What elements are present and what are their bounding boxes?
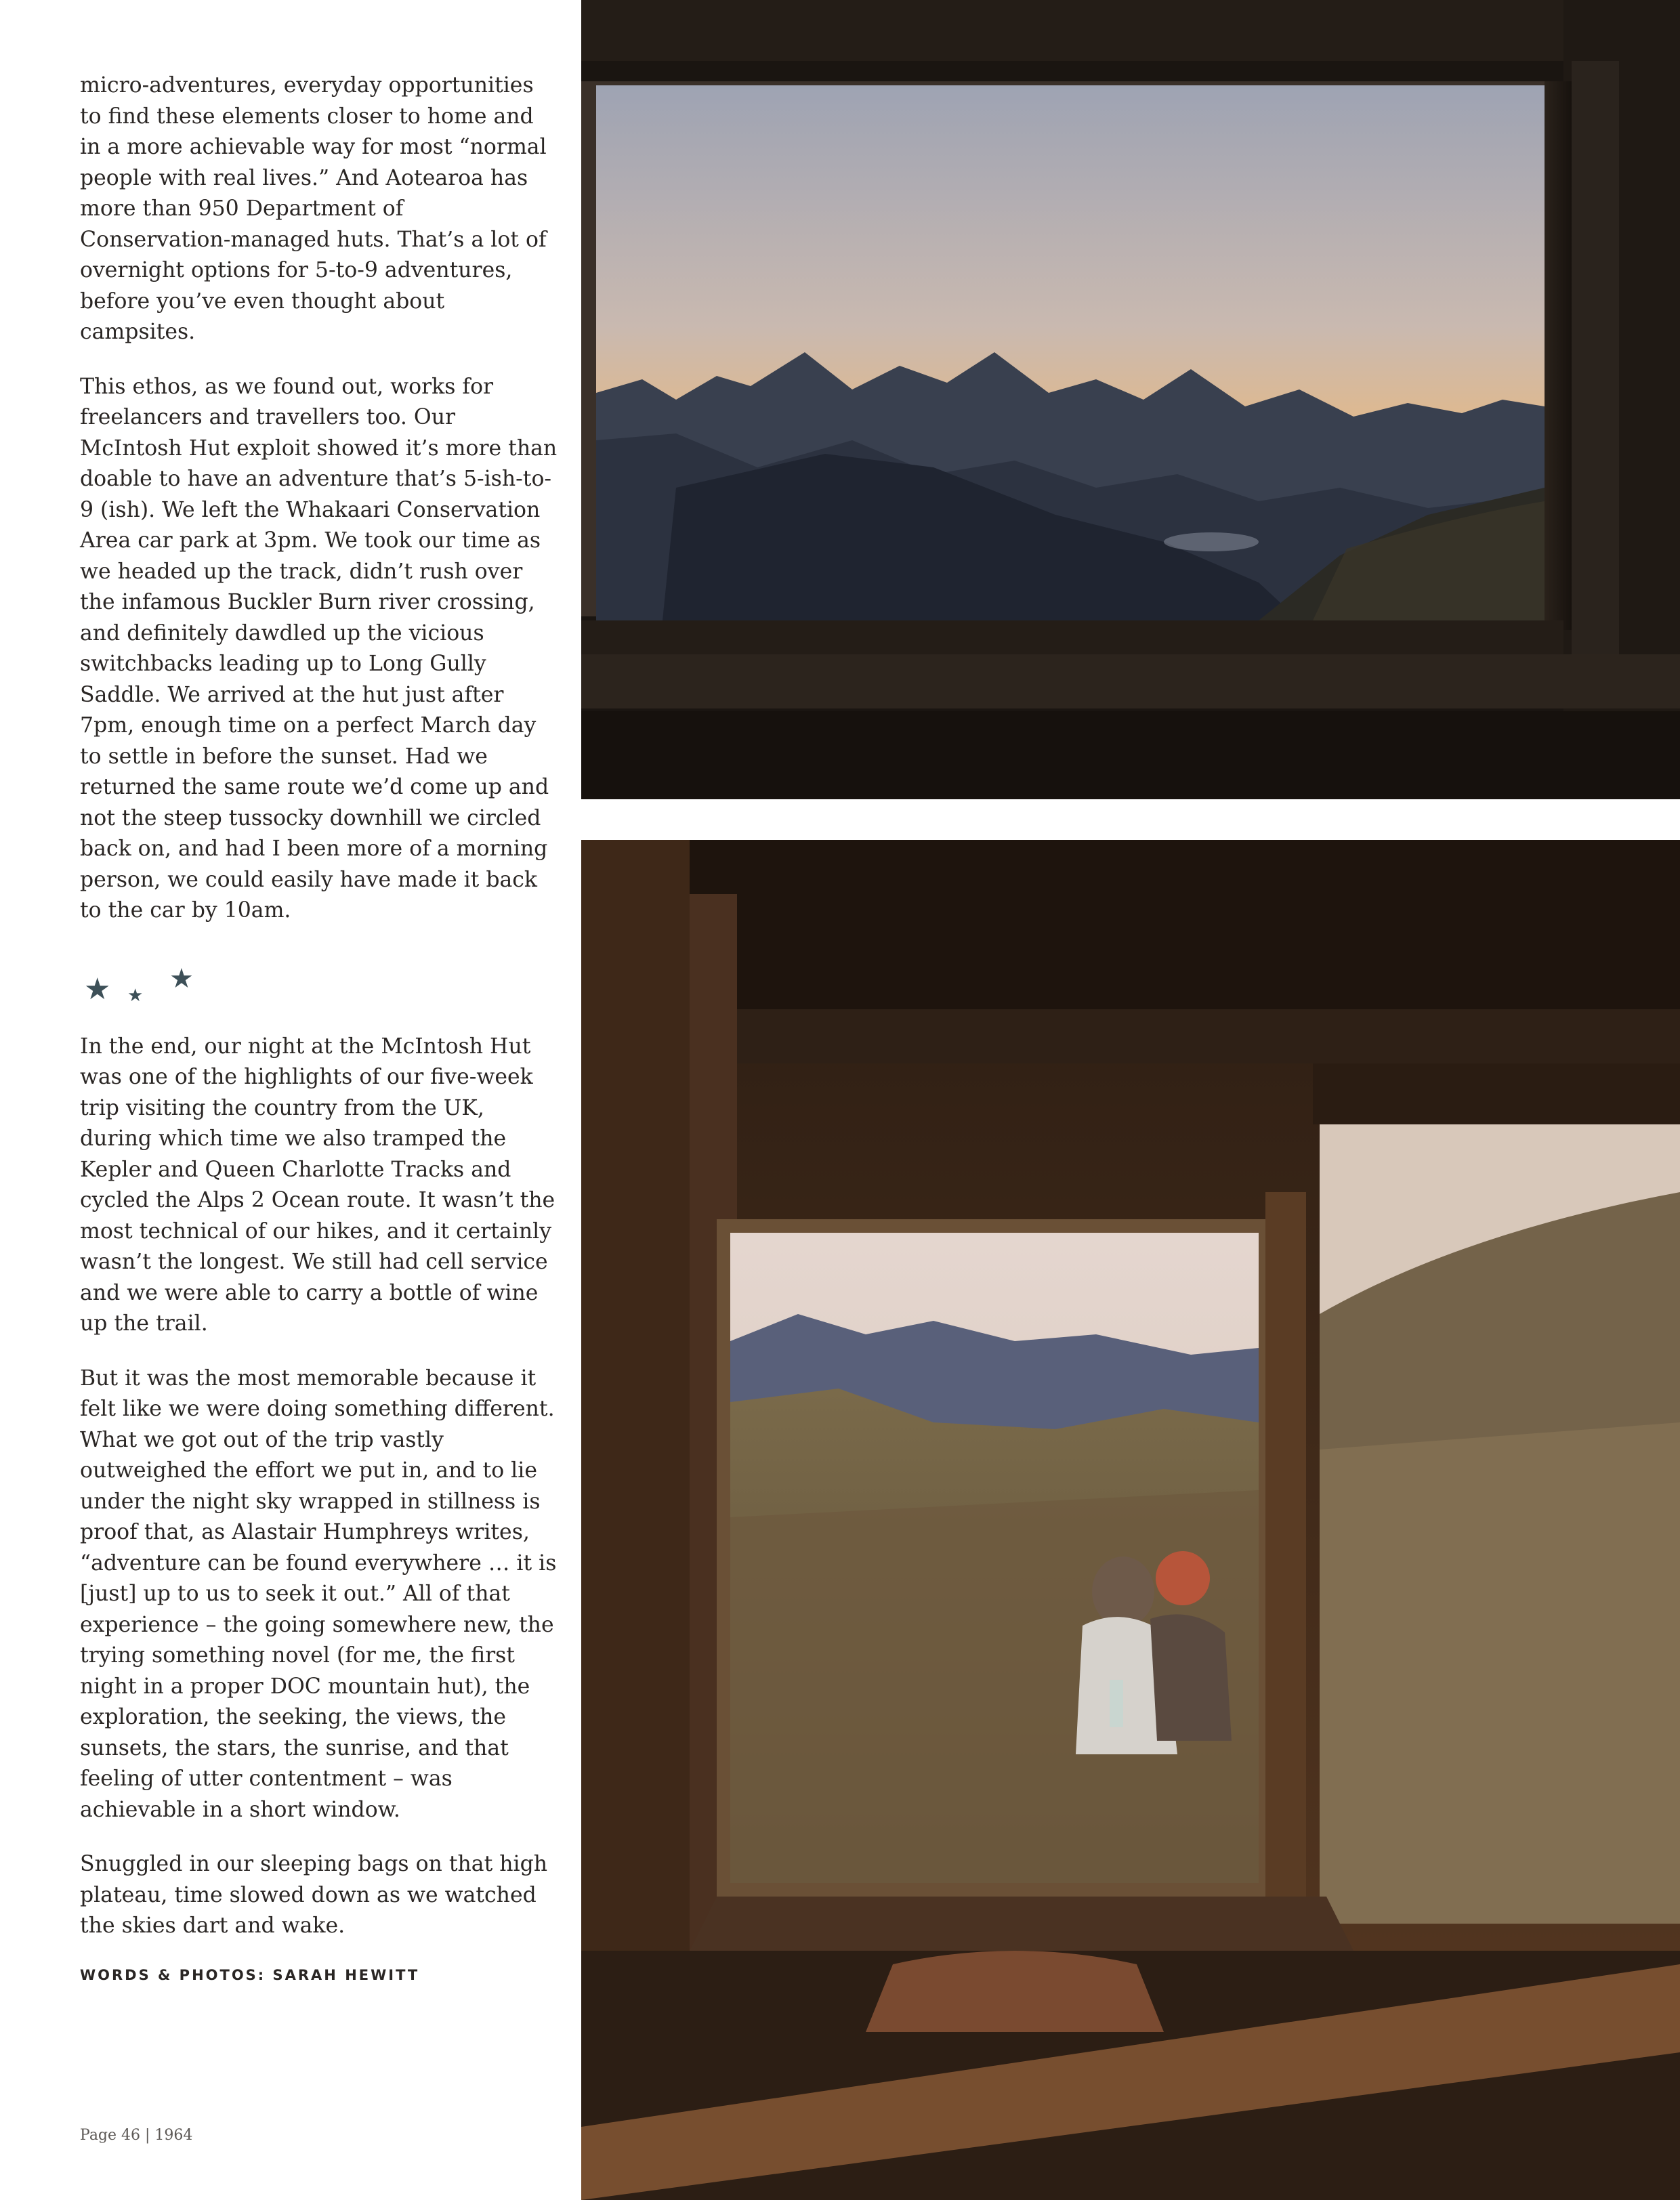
section-divider [80,950,560,1017]
paragraph-3: In the end, our night at the McIntosh Hut was one of the highlights of our five-week trip visiting the country from the UK, during which time we also tramped the Kepler and Queen Charlotte Tracks and cycled the Alps 2 Ocean route. It wasn’t the most technical of our hikes, and it certainly wasn’t the longest. We still had cell service and we were able to carry a bottle of wine up the trail. [80,1034,555,1336]
photo-mountain-sunset [581,0,1680,799]
paragraph-1: micro-adventures, everyday opportunities to find these elements closer to home and in a more achievable way for most “normal people with real lives.” And Aotearoa has more than 950 Department of Conservation-managed huts. That’s a lot of overnight options for 5-to-9 adventures, before you’ve even thought about campsites. [80,73,547,344]
photo-hut-interior [581,840,1680,2200]
paragraph-2: This ethos, as we found out, works for freelancers and travellers too. Our McIntosh Hut exploit showed it’s more than doable to have an adventure that’s 5-ish-to-9 (ish). We left the Whakaari Conservation Area car park at 3pm. We took our time as we headed up the track, didn’t rush over the infamous Buckler Burn river crossing, and definitely dawdled up the vicious switchbacks leading up to Long Gully Saddle. We arrived at the hut just after 7pm, enough time on a perfect March day to settle in before the sunset. Had we returned the same route we’d come up and not the steep tussocky downhill we circled back on, and had I been more of a morning person, we could easily have made it back to the car by 10am. [80,374,558,923]
paragraph-4: But it was the most memorable because it felt like we were doing something different. What we got out of the trip vastly outweighed the effort we put in, and to lie under the night sky wrapped in stillness is proof that, as Alastair Humphreys writes, “adventure can be found everywhere … it is [just] up to us to seek it out.” All of that experience – the going somewhere new, the trying something novel (for me, the first night in a proper DOC mountain hut), the exploration, the seeking, the views, the sunsets, the stars, the sunrise, and that feeling of utter contentment – was achievable in a short window. [80,1366,557,1822]
hut-interior-icon [581,840,1680,2200]
paragraph-5: Snuggled in our sleeping bags on that high plateau, time slowed down as we watched the skies dart and wake. [80,1852,548,1938]
byline: WORDS & PHOTOS: SARAH HEWITT [80,1966,420,1983]
page-folio: Page 46 | 1964 [80,2127,193,2144]
star-icon: ★ [169,962,194,994]
mountain-sunset-icon [581,0,1680,799]
star-icon: ★ [84,971,111,1007]
star-icon: ★ [127,985,144,1006]
article-body [80,70,560,1991]
